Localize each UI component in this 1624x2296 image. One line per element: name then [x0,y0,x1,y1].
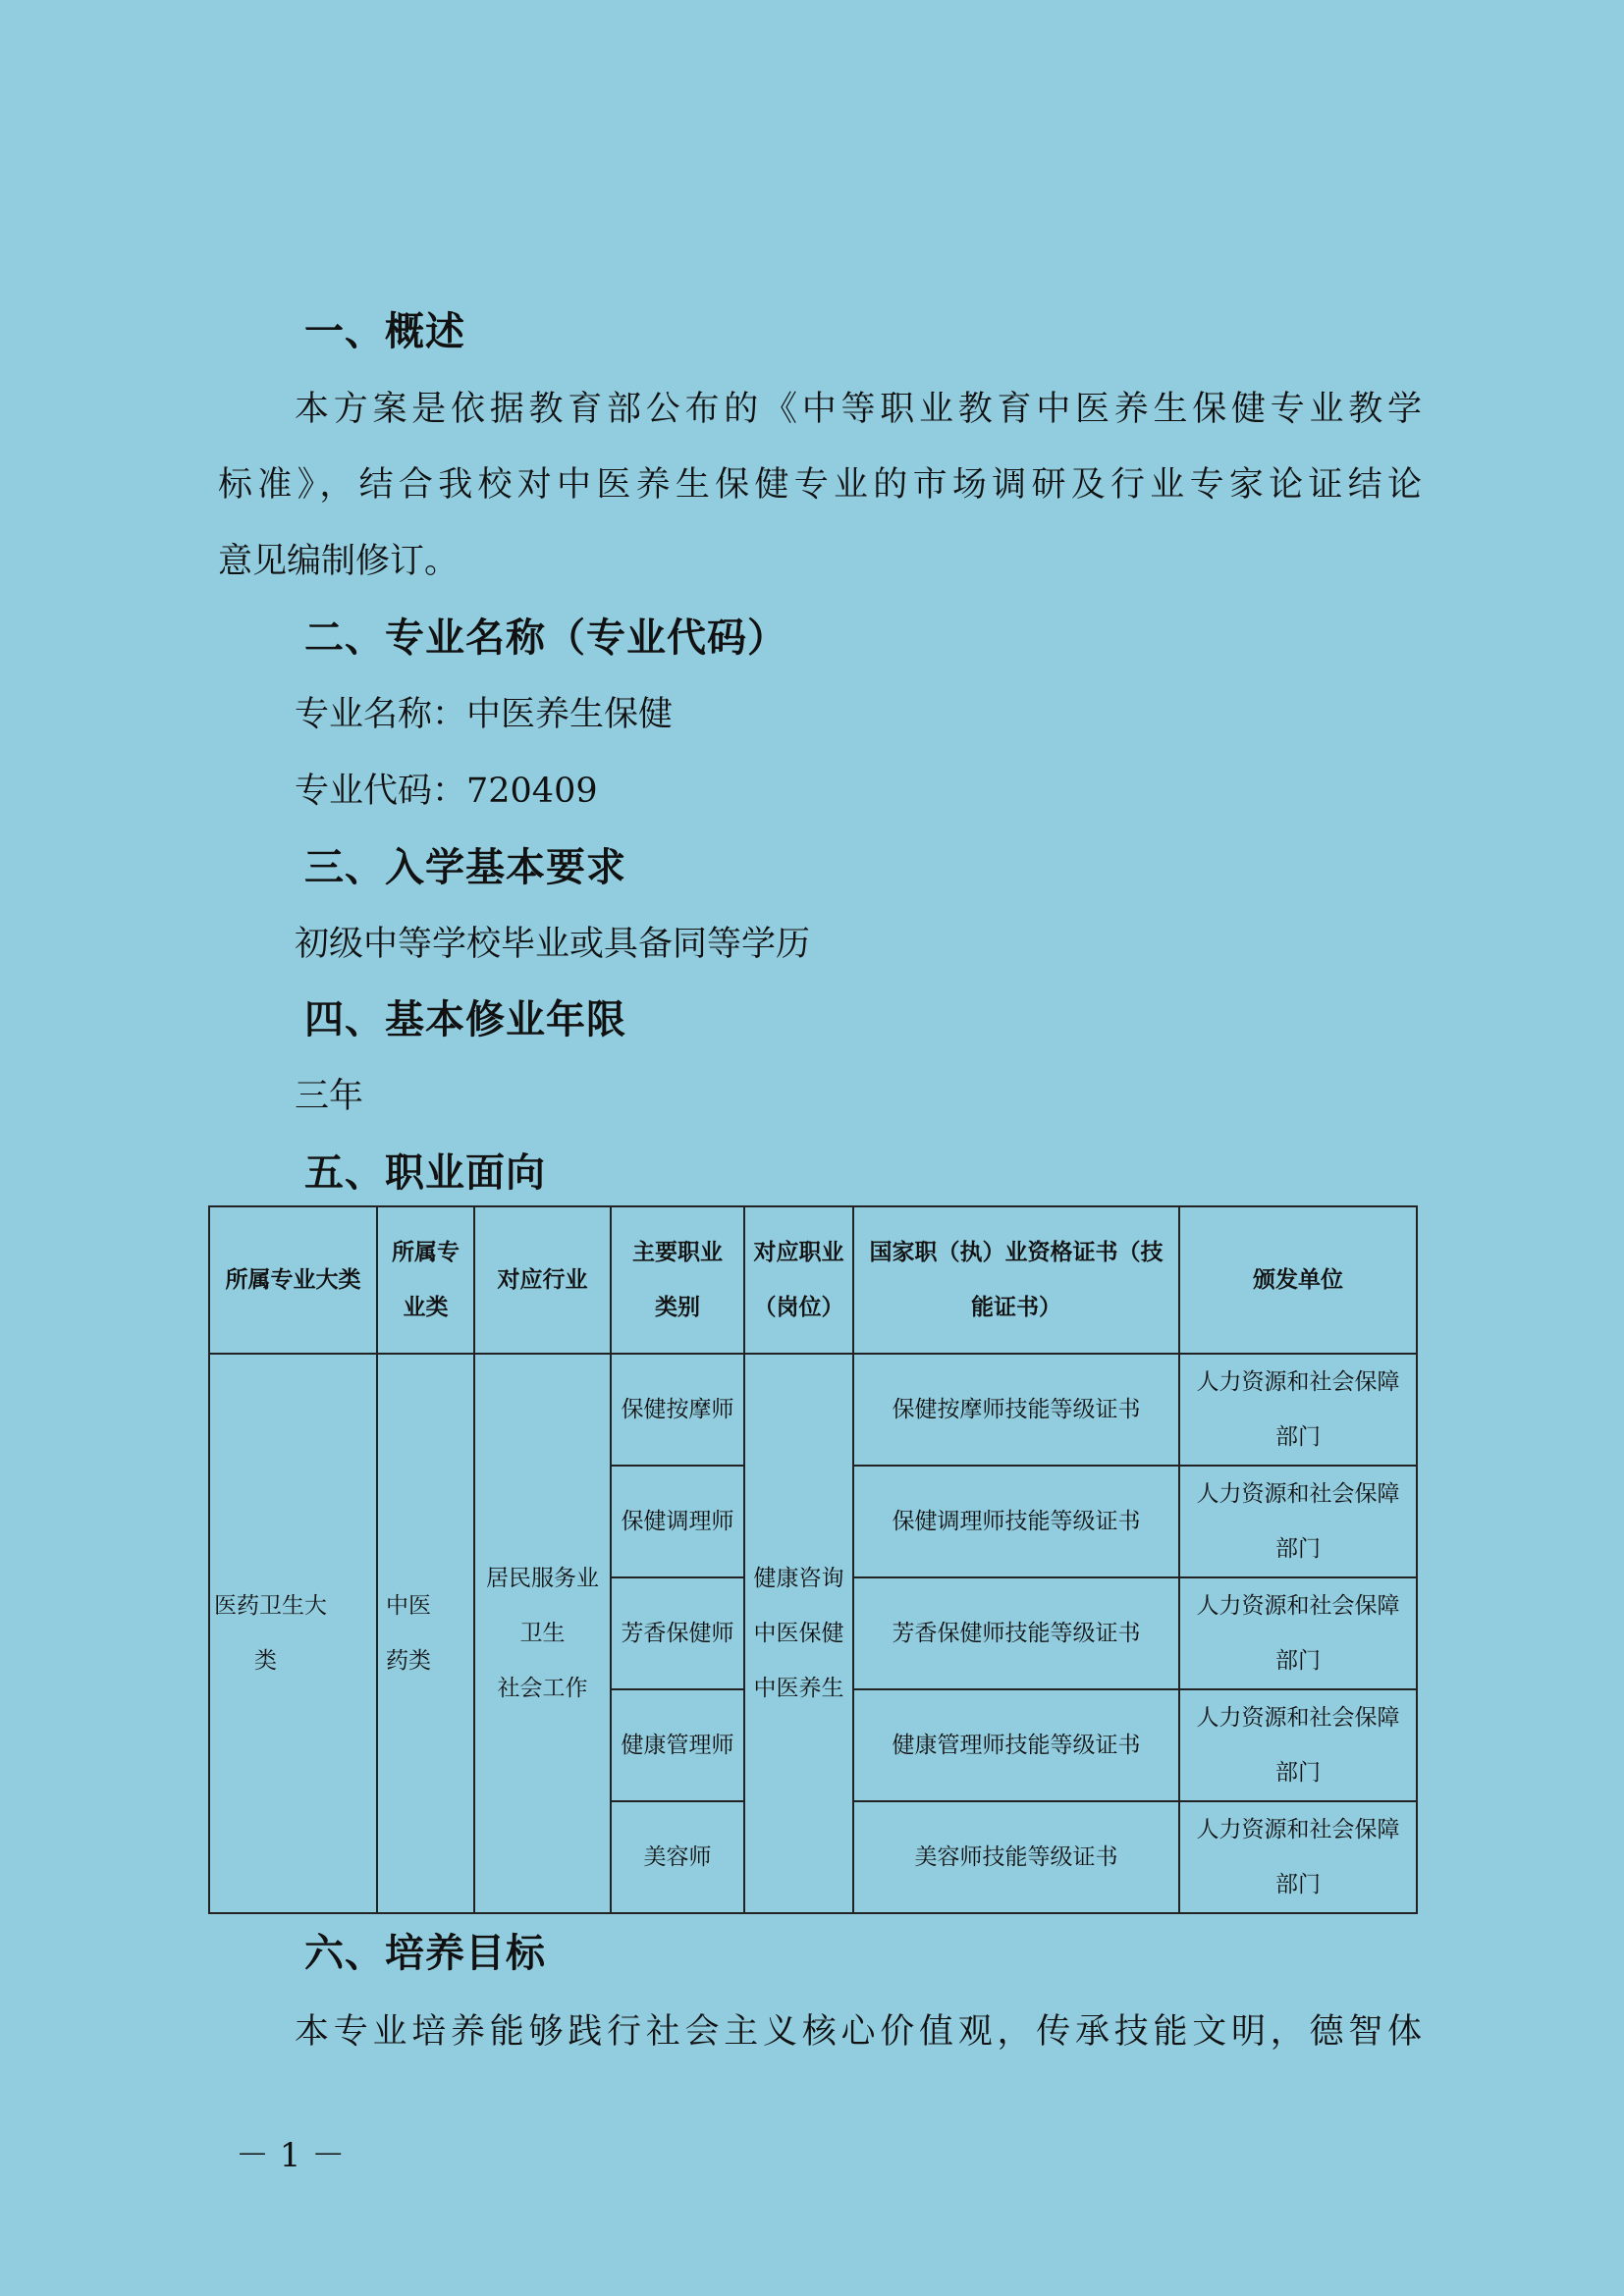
table-row [209,1354,1417,1466]
major-name-line: 专业名称：中医养生保健 [295,695,674,734]
section-heading-duration: 四、基本修业年限 [304,997,626,1042]
goals-text: 本专业培养能够践行社会主义核心价值观，传承技能文明，德智体 [295,2012,1422,2052]
occupation-cell: 保健调理师 [611,1466,744,1577]
major-code-line: 专业代码：720409 [295,772,598,811]
section-heading-major-name: 二、专业名称（专业代码） [304,615,787,661]
overview-line-1: 本方案是依据教育部公布的《中等职业教育中医养生保健专业教学 [295,390,1422,429]
header-sub-category: 所属专 业类 [377,1206,474,1354]
table-header-row [209,1206,1417,1354]
header-position: 对应职业 （岗位） [744,1206,853,1354]
sub-category-cell: 中医 药类 [377,1354,474,1913]
overview-line-3: 意见编制修订。 [218,542,460,581]
occupation-cell: 健康管理师 [611,1689,744,1801]
certificate-cell: 美容师技能等级证书 [853,1801,1179,1913]
certificate-cell: 保健按摩师技能等级证书 [853,1354,1179,1466]
header-major-category: 所属专业大类 [209,1206,377,1354]
career-orientation-table [208,1205,1418,1914]
occupation-cell: 芳香保健师 [611,1577,744,1689]
certificate-cell: 芳香保健师技能等级证书 [853,1577,1179,1689]
occupation-cell: 美容师 [611,1801,744,1913]
position-cell: 健康咨询 中医保健 中医养生 [744,1354,853,1913]
duration-text: 三年 [295,1077,364,1116]
issuer-cell: 人力资源和社会保障 部门 [1179,1689,1417,1801]
certificate-cell: 健康管理师技能等级证书 [853,1689,1179,1801]
header-certificate: 国家职（执）业资格证书（技 能证书） [853,1206,1179,1354]
page-number: － 1 － [236,2136,346,2175]
admission-text: 初级中等学校毕业或具备同等学历 [295,925,811,964]
overview-line-2: 标准》，结合我校对中医养生保健专业的市场调研及行业专家论证结论 [218,465,1422,505]
section-heading-overview: 一、概述 [304,309,465,354]
certificate-cell: 保健调理师技能等级证书 [853,1466,1179,1577]
header-issuer: 颁发单位 [1179,1206,1417,1354]
section-heading-goals: 六、培养目标 [304,1931,546,1976]
header-occupation: 主要职业 类别 [611,1206,744,1354]
issuer-cell: 人力资源和社会保障 部门 [1179,1801,1417,1913]
header-industry: 对应行业 [474,1206,611,1354]
industry-cell: 居民服务业 卫生 社会工作 [474,1354,611,1913]
section-heading-career: 五、职业面向 [304,1150,546,1196]
issuer-cell: 人力资源和社会保障 部门 [1179,1466,1417,1577]
issuer-cell: 人力资源和社会保障 部门 [1179,1354,1417,1466]
major-category-cell: 医药卫生大 类 [209,1354,377,1913]
issuer-cell: 人力资源和社会保障 部门 [1179,1577,1417,1689]
occupation-cell: 保健按摩师 [611,1354,744,1466]
section-heading-admission: 三、入学基本要求 [304,845,626,890]
